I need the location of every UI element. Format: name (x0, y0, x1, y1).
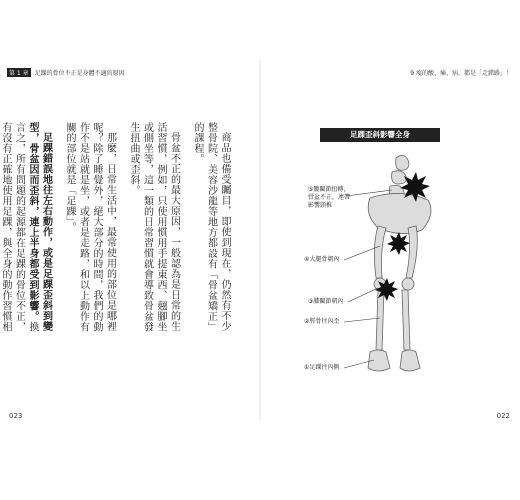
knee-right (402, 278, 414, 290)
running-header-right: 9 痠的酸、痛、病，都是「走錯路」！ (410, 70, 512, 77)
label-tibia: ②脛骨往內歪 (304, 318, 340, 325)
page-number-left: 023 (9, 412, 23, 420)
pain-burst (375, 278, 398, 301)
chapter-tag: 第 1 章 (9, 70, 29, 77)
label-hip: ⑤髖關節扭轉， 骨盆不正，連帶 影響頸椎 (308, 186, 351, 209)
label-ankle: ①足踝往內側 (304, 364, 340, 371)
chapter-title: 足踝的骨位不正是身體不適的原因 (34, 70, 125, 77)
tibia-left (376, 290, 384, 350)
page-number-right: 022 (496, 412, 510, 420)
foot-right (400, 350, 420, 371)
vertebra (392, 171, 407, 184)
tibia-right (402, 290, 410, 350)
body-text (0, 122, 231, 340)
vertebra (396, 155, 409, 170)
label-knee: ③膝關節朝內 (308, 298, 344, 305)
leader-line (348, 288, 378, 302)
pain-burst (387, 232, 410, 255)
page-gutter (259, 60, 261, 420)
femur-left (374, 226, 386, 278)
highlighted-text: 足踝錯誤地往左右動作，或是足踝歪斜到變型，骨盆因而歪斜，連上半身都受到影響。 (27, 122, 52, 332)
paragraph-highlight (0, 122, 53, 340)
leader-line (344, 318, 380, 322)
paragraph-tail: 換言之，所有問題的起源都在足踝的骨位不正，有沒有正確地使用足踝，與全身的動作習慣相 (0, 122, 38, 332)
paragraph: 骨盆不正的最大原因，一般認為是日常的生活習慣，例如，只使用慣用手提東西、翹腳坐或側坐等，這一類的日常習慣就會導致骨盆發生扭曲或歪斜。 (128, 122, 180, 332)
paragraph: 那麼，日常生活中，最常使用的部位是哪裡呢？除了睡覺外，絕大部分的時間，我們的動作不是站就是坐，或者是走路，和以上動作有關的部位就是「足踝」。 (64, 122, 116, 332)
femur-right (406, 226, 417, 278)
paragraph: 商品也備受矚目，即使到現在，仍然有不少整骨院、美容沙龍等地方都設有「骨盆矯正」的課程。 (192, 122, 230, 332)
running-header-left (7, 68, 125, 77)
leg-alignment-figure (300, 128, 460, 388)
pain-burst (400, 172, 430, 202)
label-femur: ④大腿骨朝內 (304, 256, 340, 263)
figure-title: 足踝歪斜影響全身 (320, 128, 440, 142)
